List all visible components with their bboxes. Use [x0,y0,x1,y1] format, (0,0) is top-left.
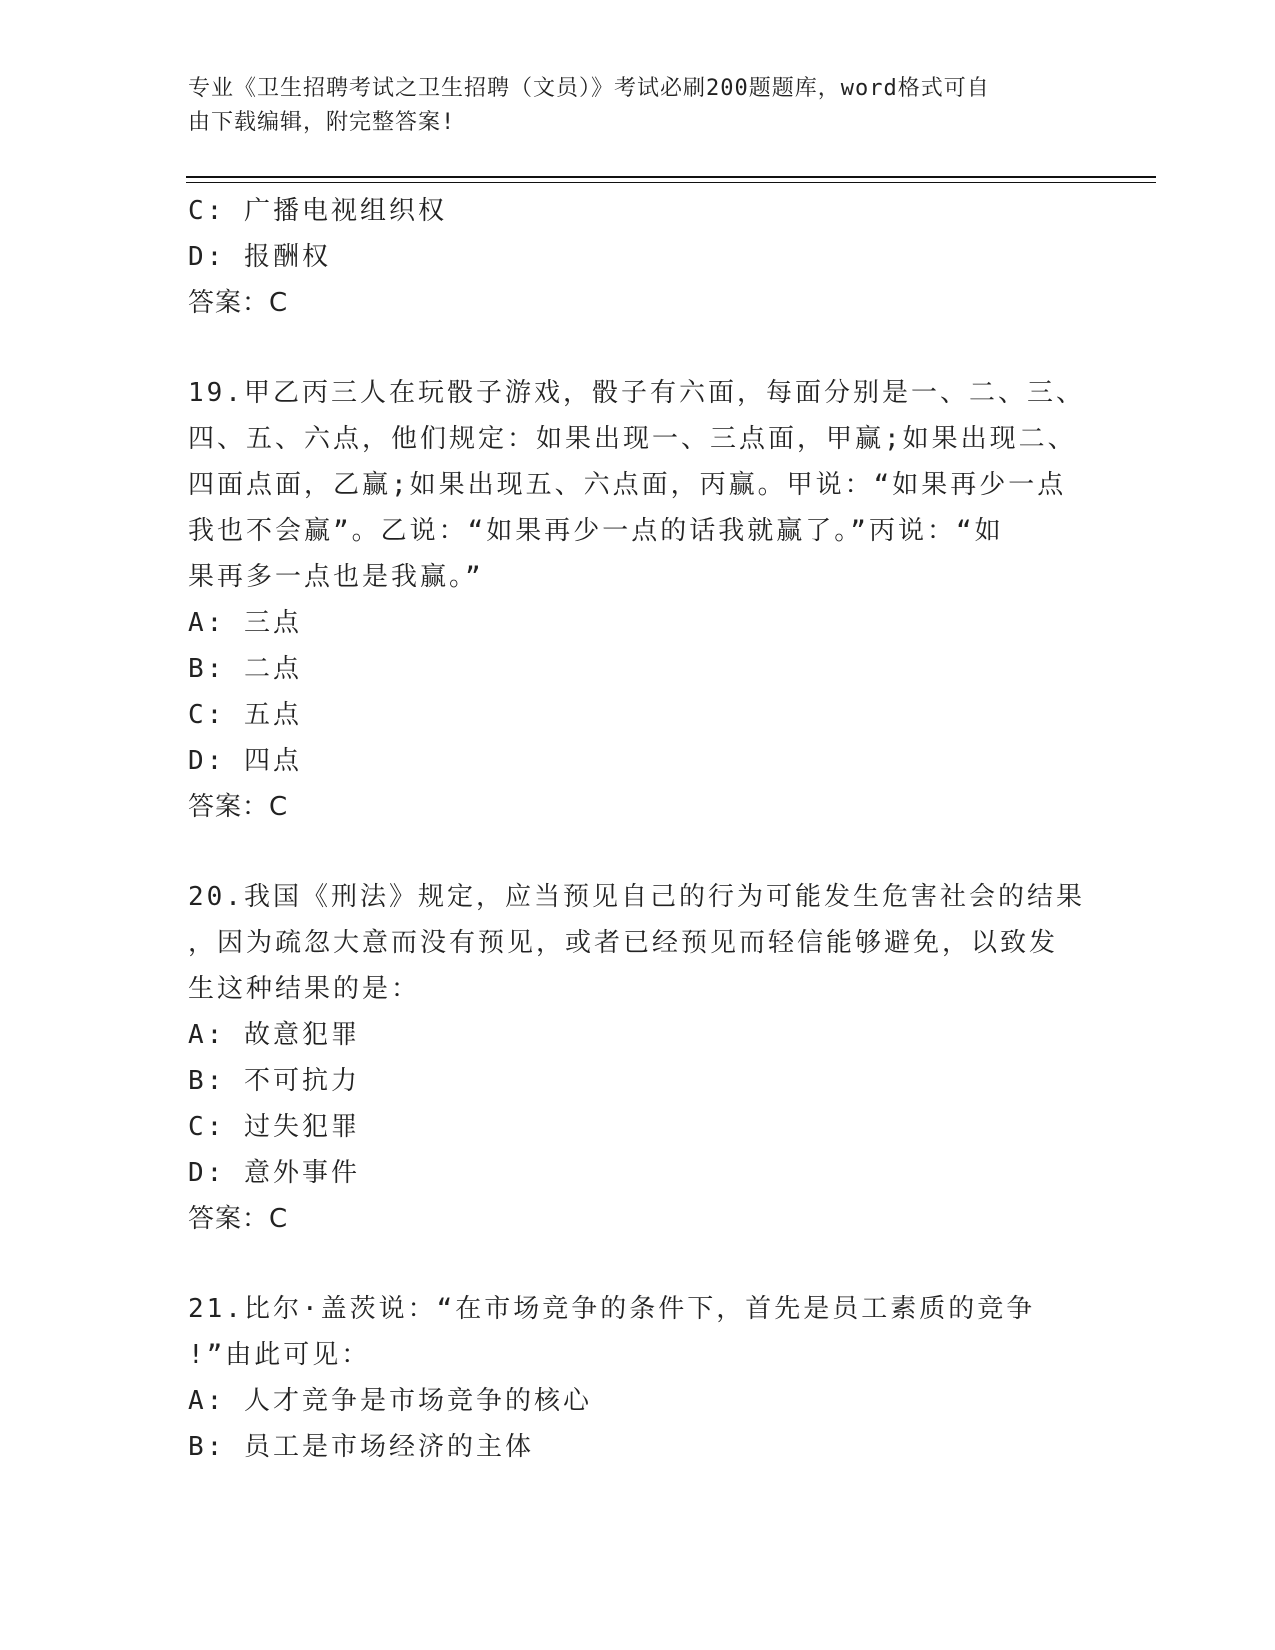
option-a: A: 三点 [188,608,302,638]
question-text [188,1286,1088,1378]
question-spacer [188,830,1088,874]
question-text-line: 果再多一点也是我赢。” [188,562,484,592]
question-spacer [188,1242,1088,1286]
question-text-line: 四面点面，乙赢;如果出现五、六点面，丙赢。甲说：“如果再少一点 [188,470,1067,500]
question-text-line: 20.我国《刑法》规定，应当预见自己的行为可能发生危害社会的结果 [188,882,1085,912]
question-20 [188,874,1088,1242]
question-19 [188,370,1088,830]
header-divider-thick [186,176,1156,178]
question-text-line: 我也不会赢”。乙说：“如果再少一点的话我就赢了。”丙说：“如 [188,516,1004,546]
option-b: B: 二点 [188,654,302,684]
option-c: C: 过失犯罪 [188,1112,360,1142]
question-text-line: 21.比尔·盖茨说：“在市场竞争的条件下，首先是员工素质的竞争 [188,1294,1036,1324]
answer-line: 答案：C [188,792,289,822]
header-line-2: 由下载编辑，附完整答案! [188,110,456,135]
question-text-line: !”由此可见： [188,1340,371,1370]
question-text-line: 生这种结果的是： [188,974,421,1004]
question-text [188,874,1088,1012]
option-a: A: 人才竞争是市场竞争的核心 [188,1386,592,1416]
document-header [188,72,1068,140]
option-d: D: 报酬权 [188,242,331,272]
question-21 [188,1286,1088,1470]
question-text-line: 19.甲乙丙三人在玩骰子游戏，骰子有六面，每面分别是一、二、三、 [188,378,1085,408]
question-list [188,188,1088,1470]
option-c: C: 广播电视组织权 [188,196,447,226]
answer-line: 答案：C [188,288,289,318]
option-a: A: 故意犯罪 [188,1020,360,1050]
option-b: B: 不可抗力 [188,1066,360,1096]
question-spacer [188,326,1088,370]
option-b: B: 员工是市场经济的主体 [188,1432,534,1462]
question-text-line: 四、五、六点，他们规定：如果出现一、三点面，甲赢;如果出现二、 [188,424,1077,454]
header-line-1: 专业《卫生招聘考试之卫生招聘（文员）》考试必刷200题题库，word格式可自 [188,76,990,101]
option-d: D: 意外事件 [188,1158,360,1188]
header-divider-thin [186,182,1156,183]
option-c: C: 五点 [188,700,302,730]
question-text [188,370,1088,600]
question-18-tail [188,188,1088,326]
question-text-line: ，因为疏忽大意而没有预见，或者已经预见而轻信能够避免，以致发 [188,928,1059,958]
answer-line: 答案：C [188,1204,289,1234]
option-d: D: 四点 [188,746,302,776]
